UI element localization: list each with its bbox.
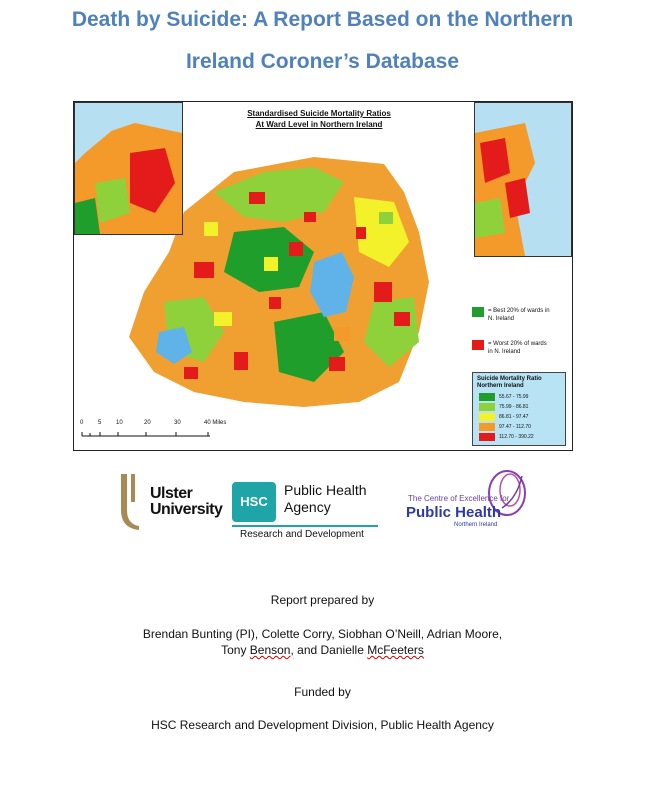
scale-label: 30 [174,420,181,426]
funder-name: HSC Research and Development Division, Public Health Agency [151,718,494,732]
smr-range: 112.70 - 390.22 [499,434,534,440]
ce-logo-tagline: The Centre of Excellence for [408,494,510,503]
ce-logo-region: Northern Ireland [454,522,498,528]
scale-ruler [80,430,240,440]
report-title-line1: Death by Suicide: A Report Based on the Northern [71,8,574,31]
worst-wards-swatch [472,340,484,350]
worst-wards-label-line2: in N. Ireland [488,349,521,355]
map-title [214,108,424,130]
best-wards-legend [472,307,562,327]
hsc-badge: HSC [232,482,276,522]
scale-label: 10 [116,420,123,426]
smr-legend-row [479,403,563,412]
prepared-by-label: Report prepared by [270,593,375,607]
ce-logo-main: Public Health [406,504,502,521]
authors-line2-part: Tony [221,643,250,657]
belfast-inset-graphic [475,103,571,256]
smr-swatch [479,403,495,411]
smr-range: 75.99 - 86.81 [499,404,529,410]
smr-swatch [479,423,495,431]
map-title-line2: At Ward Level in Northern Ireland [255,120,383,129]
best-wards-swatch [472,307,484,317]
worst-wards-legend [472,340,562,360]
best-wards-label-line2: N. Ireland [488,316,515,322]
report-title-line2: Ireland Coroner’s Database [185,50,460,73]
scale-label: 20 [144,420,151,426]
hsc-subtitle: Research and Development [240,529,364,540]
smr-range: 55.67 - 75.99 [499,394,529,400]
smr-legend-row [479,393,563,402]
smr-legend [472,372,566,446]
authors-line2 [0,642,645,658]
hsc-divider [232,525,378,527]
ulster-crest-icon [117,472,147,532]
best-wards-label-line1: = Best 20% of wards in [488,308,550,314]
ulster-logo-line2: University [150,501,223,518]
authors-line2-part: and Danielle [293,643,368,657]
authors-line1: Brendan Bunting (PI), Colette Corry, Siobhan O’Neill, Adrian Moore, [142,627,503,641]
smr-range: 97.47 - 112.70 [499,424,531,430]
smr-swatch [479,393,495,401]
smr-legend-row [479,433,563,442]
smr-swatch [479,413,495,421]
smr-legend-row [479,413,563,422]
smr-range: 86.81 - 97.47 [499,414,529,420]
smr-legend-title-line2: Northern Ireland [477,383,524,389]
authors-line2-spellcheck: McFeeters [367,643,424,657]
logo-row [0,470,645,550]
worst-wards-label-line1: = Worst 20% of wards [488,341,547,347]
scale-label: 0 [80,420,84,426]
hsc-public-health-agency-logo [232,482,382,544]
ulster-logo-line1: Ulster [150,485,193,502]
hsc-name-line1: Public Health [284,482,367,498]
derry-inset-graphic [75,103,182,234]
smr-legend-row [479,423,563,432]
derry-inset-map [74,102,183,235]
scale-bar [80,420,240,444]
belfast-inset-map [474,102,572,257]
authors-line2-spellcheck: Benson, [249,643,294,657]
smr-legend-title-line1: Suicide Mortality Ratio [477,376,542,382]
suicide-ratio-map [73,101,573,451]
scale-label: 40 Miles [204,420,227,426]
scale-label: 5 [98,420,102,426]
centre-of-excellence-logo [404,470,534,530]
smr-swatch [479,433,495,441]
map-title-line1: Standardised Suicide Mortality Ratios [247,109,391,118]
ulster-university-logo [117,470,222,540]
hsc-name-line2: Agency [284,499,331,515]
funded-by-label: Funded by [294,685,351,699]
